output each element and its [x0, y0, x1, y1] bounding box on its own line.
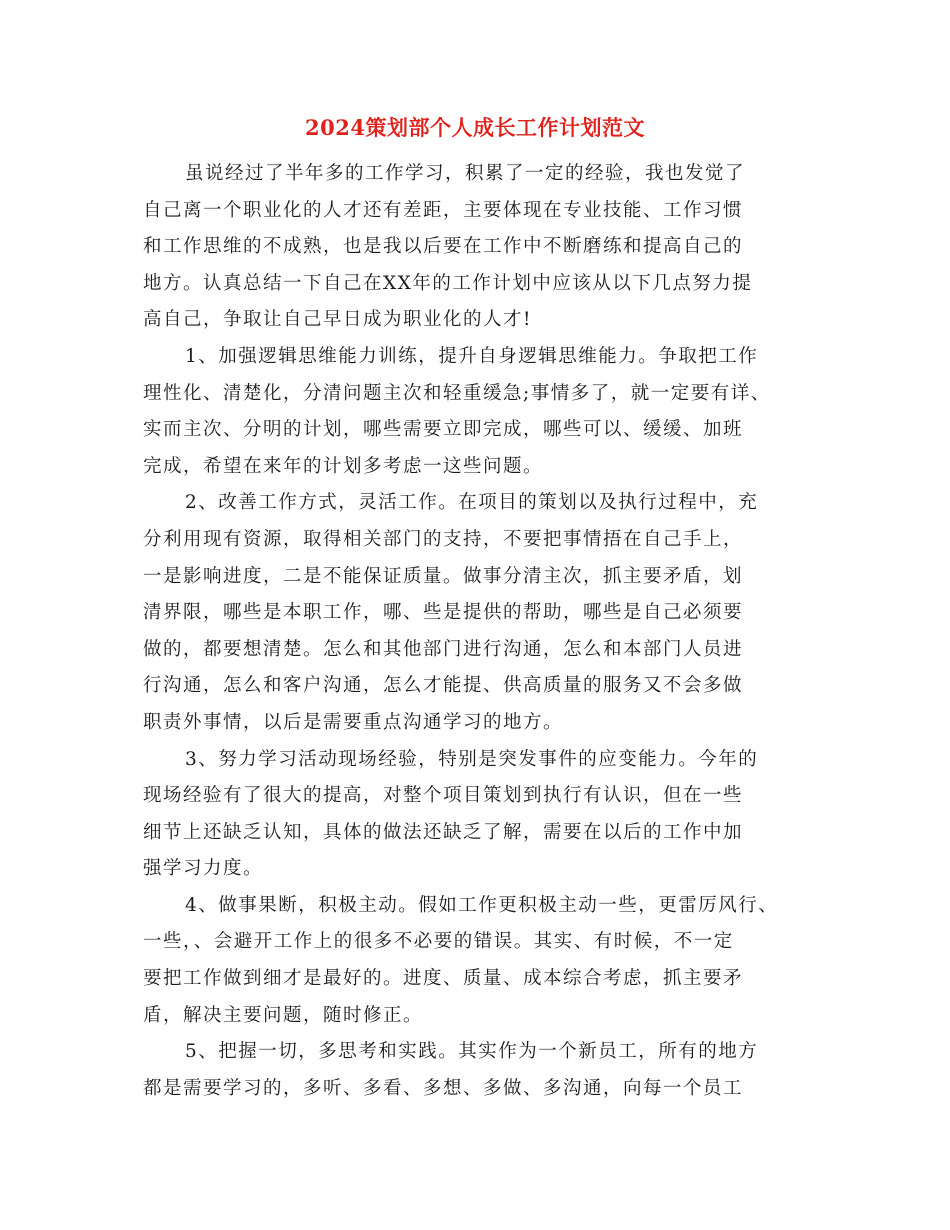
- text-line: 实而主次、分明的计划，哪些需要立即完成，哪些可以、缓缓、加班: [143, 419, 744, 441]
- document-body: [143, 156, 823, 1107]
- text-line: 3、努力学习活动现场经验，特别是突发事件的应变能力。今年的: [185, 748, 759, 770]
- text-line: 5、把握一切，多思考和实践。其实作为一个新员工，所有的地方: [185, 1041, 759, 1063]
- text-line: 高自己，争取让自己早日成为职业化的人才!: [143, 309, 532, 331]
- text-line: 完成，希望在来年的计划多考虑一这些问题。: [143, 455, 544, 477]
- text-line: 虽说经过了半年多的工作学习，积累了一定的经验，我也发觉了: [185, 163, 746, 184]
- text-line: 行沟通，怎么和客户沟通，怎么才能提、供高质量的服务又不会多做: [143, 675, 744, 697]
- text-line: 要把工作做到细才是最好的。进度、质量、成本综合考虑，抓主要矛: [143, 968, 744, 990]
- text-line: 和工作思维的不成熟，也是我以后要在工作中不断磨练和提高自己的: [143, 236, 744, 258]
- text-line: 一些，、会避开工作上的很多不必要的错误。其实、有时候，不一定: [143, 931, 734, 953]
- text-line: 清界限，哪些是本职工作，哪、些是提供的帮助，哪些是自己必须要: [143, 602, 744, 624]
- text-line: 1、加强逻辑思维能力训练，提升自身逻辑思维能力。争取把工作: [185, 345, 759, 367]
- text-line: 现场经验有了很大的提高，对整个项目策划到执行有认识，但在一些: [143, 785, 744, 807]
- text-line: 4、做事果断，积极主动。假如工作更积极主动一些，更雷厉风行、: [185, 894, 779, 916]
- text-line: 做的，都要想清楚。怎么和其他部门进行沟通，怎么和本部门人员进: [143, 638, 744, 660]
- text-line: 强学习力度。: [143, 858, 264, 880]
- text-line: 都是需要学习的，多听、多看、多想、多做、多沟通，向每一个员工: [143, 1077, 744, 1099]
- text-line: 职责外事情，以后是需要重点沟通学习的地方。: [143, 711, 564, 733]
- text-line: 细节上还缺乏认知，具体的做法还缺乏了解，需要在以后的工作中加: [143, 821, 744, 843]
- text-line: 地方。认真总结一下自己在XX年的工作计划中应该从以下几点努力提: [143, 272, 753, 294]
- text-line: 理性化、清楚化，分清问题主次和轻重缓急;事情多了，就一定要有详、: [143, 382, 771, 404]
- text-line: 2、改善工作方式，灵活工作。在项目的策划以及执行过程中，充: [185, 492, 759, 514]
- text-line: 分利用现有资源，取得相关部门的支持，不要把事情捂在自己手上，: [143, 528, 744, 550]
- text-line: 自己离一个职业化的人才还有差距，主要体现在专业技能、工作习惯: [143, 199, 744, 221]
- text-line: 盾，解决主要问题，随时修正。: [143, 1004, 424, 1026]
- text-line: 一是影响进度，二是不能保证质量。做事分清主次，抓主要矛盾，划: [143, 565, 744, 587]
- document-title: 2024策划部个人成长工作计划范文: [305, 115, 645, 140]
